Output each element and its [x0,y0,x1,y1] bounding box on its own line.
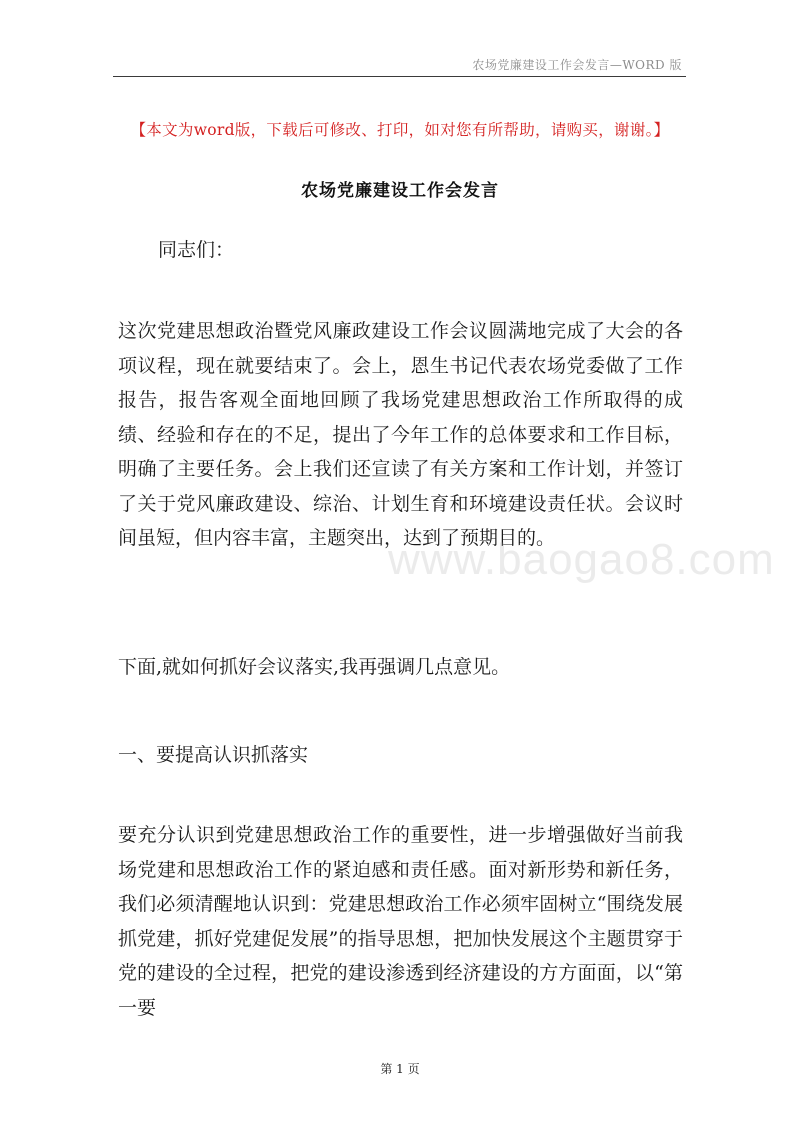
greeting: 同志们： [158,239,235,261]
watermark: www.baogao8.com [388,535,775,584]
header-divider [113,76,686,77]
section-heading: 一、要提高认识抓落实 [118,744,309,766]
body-paragraph: 要充分认识到党建思想政治工作的重要性，进一步增强做好当前我场党建和思想政治工作的紧迫感和责任感。面对新形势和新任务，我们必须清醒地认识到：党建思想政治工作必须牢固树立“围绕发展抓党建，抓好党建促发展”的指导思想，把加快发展这个主题贯穿于党的建设的全过程，把党的建设渗透到经济建设的方方面面，以“第一要 [118,824,683,1019]
purchase-notice: 【本文为word版，下载后可修改、打印，如对您有所帮助，请购买，谢谢。】 [130,121,670,139]
page-number: 第 1 页 [380,1062,420,1076]
running-header: 农场党廉建设工作会发言—WORD 版 [472,58,682,72]
document-title: 农场党廉建设工作会发言 [301,181,499,201]
body-paragraph: 这次党建思想政治暨党风廉政建设工作会议圆满地完成了大会的各项议程，现在就要结束了。会上，恩生书记代表农场党委做了工作报告，报告客观全面地回顾了我场党建思想政治工作所取得的成绩、经验和存在的不足，提出了今年工作的总体要求和工作目标，明确了主要任务。会上我们还宣读了有关方案和工作计划，并签订了关于党风廉政建设、综治、计划生育和环境建设责任状。会议时间虽短，但内容丰富，主题突出，达到了预期目的。 [118,320,683,549]
body-paragraph: 下面,就如何抓好会议落实,我再强调几点意见。 [118,656,511,678]
